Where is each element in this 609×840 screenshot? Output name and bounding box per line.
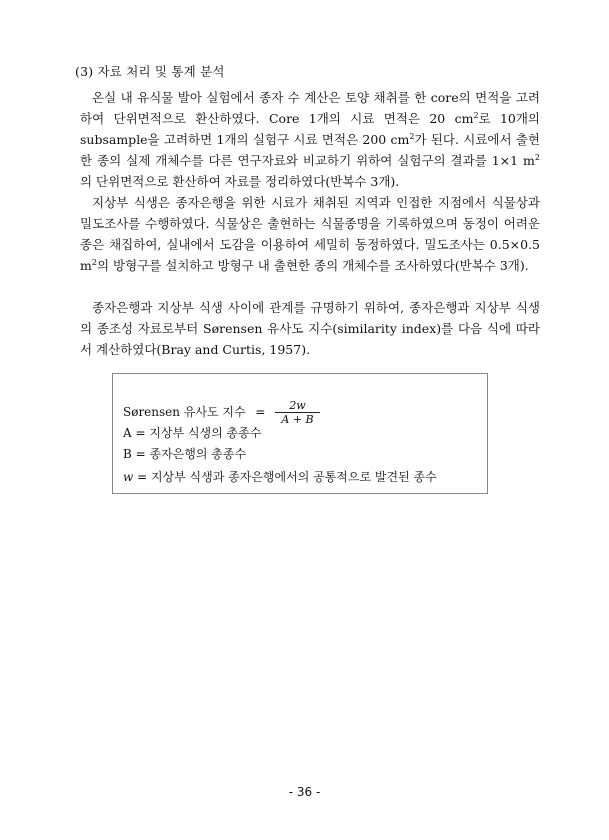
superscript: 2 (91, 258, 97, 267)
paragraph-text: 의 단위면적으로 환산하여 자료를 정리하였다(반복수 3개). (80, 174, 400, 189)
definition-b: B = 종자은행의 총종수 (123, 447, 247, 461)
paragraph-vegetation-survey (80, 192, 540, 276)
superscript: 2 (534, 153, 540, 162)
definition-w-text: = 지상부 식생과 종자은행에서의 공통적으로 발견된 종수 (133, 470, 437, 484)
fraction (275, 399, 319, 426)
paragraph-text: 지상부 식생은 종자은행을 위한 시료가 채취된 지역과 인접한 지점에서 식물상과 밀도조사를 수행하였다. 식물상은 출현하는 식물종명을 기록하였으며 동정이 어려운 종은 채집하여, 실내에서 도감을 이용하여 세밀히 동정하였다. 밀도조사는 0.5×0.5 m (80, 195, 540, 273)
paragraph-seed-count (80, 87, 540, 192)
variable-w: w (123, 470, 134, 484)
paragraph-similarity-index: 종자은행과 지상부 식생 사이에 관계를 규명하기 위하여, 종자은행과 지상부 식생의 종조성 자료로부터 Sørensen 유사도 지수(similarity index)를 다음 식에 따라서 계산하였다(Bray and Curtis, 1957). (80, 300, 540, 357)
section-heading: (3) 자료 처리 및 통계 분석 (75, 64, 225, 79)
definition-a: A = 지상부 식생의 총종수 (123, 426, 262, 440)
paragraph-text: 온실 내 유식물 발아 실험에서 종자 수 계산은 토양 채취를 한 core의 면적을 고려하여 단위면적으로 환산하였다. Core 1개의 시료 면적은 20 cm (80, 90, 540, 126)
definition-w (123, 468, 437, 485)
superscript: 2 (409, 132, 415, 141)
formula-label: Sørensen 유사도 지수 (123, 405, 246, 419)
fraction-denominator: A + B (281, 413, 314, 426)
fraction-numerator: 2w (275, 399, 319, 413)
formula-box (112, 373, 488, 494)
superscript: 2 (473, 111, 479, 120)
formula-line (123, 399, 320, 426)
paragraph-text: 의 방형구를 설치하고 방형구 내 출현한 종의 개체수를 조사하였다(반복수 3개). (96, 258, 529, 273)
paragraph-text: 로 10개의 subsample을 고려하면 1개의 실험구 시료 면적은 200 cm (80, 111, 541, 147)
paragraph-text: 가 된다. 시료에서 출현한 종의 실제 개체수를 다른 연구자료와 비교하기 위하여 실험구의 결과를 1×1 m (80, 132, 540, 168)
page-number: - 36 - (288, 785, 321, 799)
equals-sign: = (255, 405, 266, 419)
